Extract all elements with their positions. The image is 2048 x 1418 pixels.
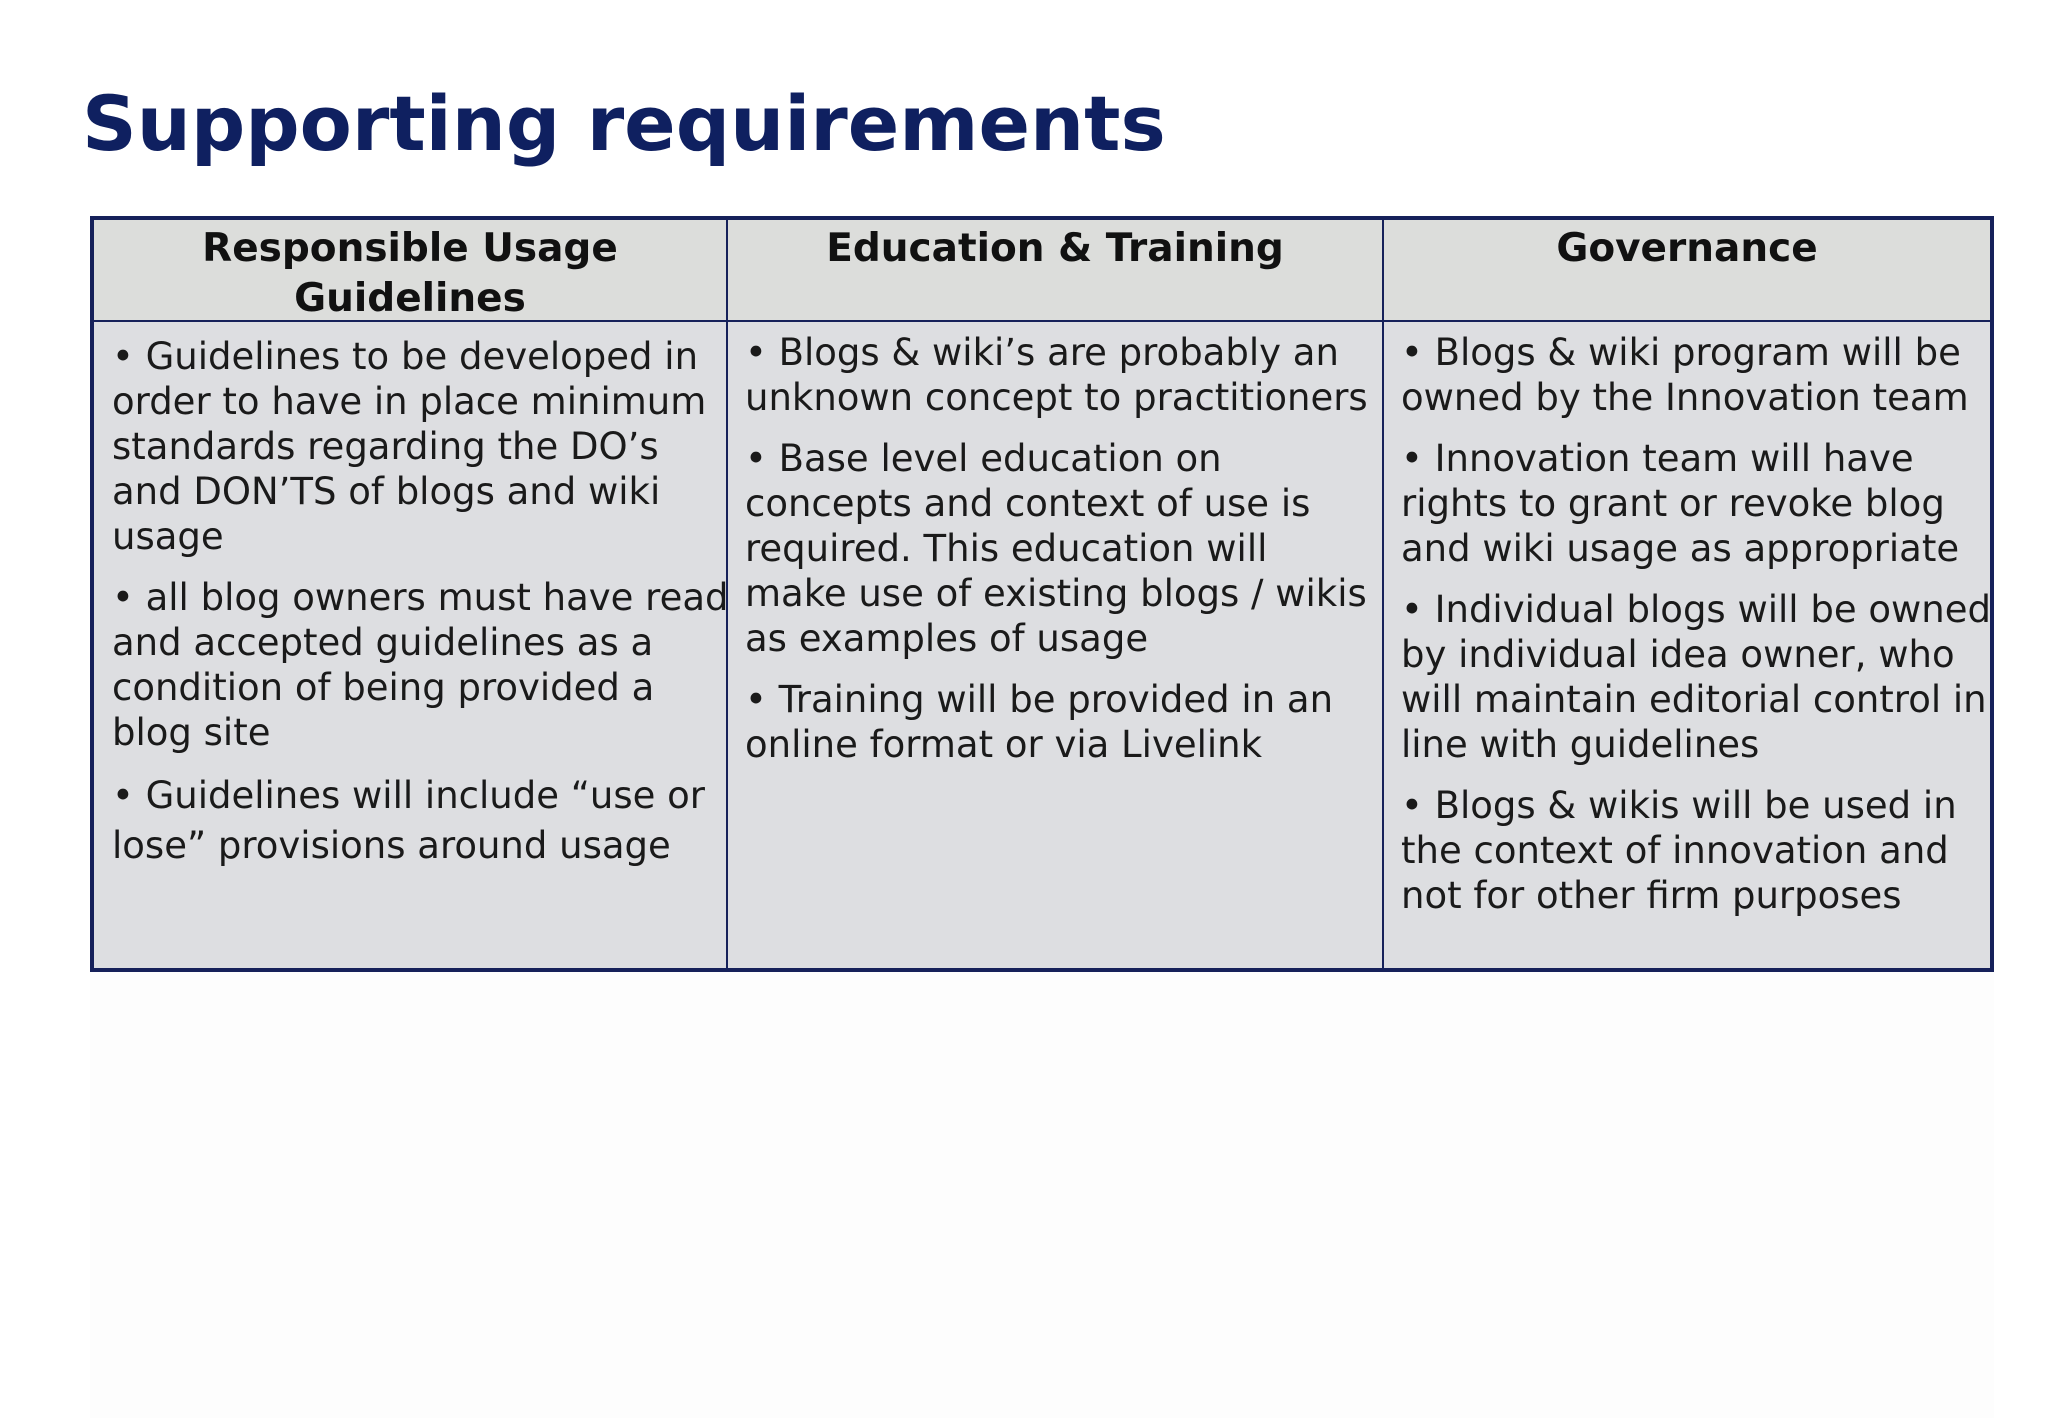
bullet-line: • Blogs & wikis will be used in: [1401, 784, 1957, 827]
bullet-line: the context of innovation and: [1401, 829, 1949, 872]
cell-responsible-usage-guidelines: [94, 322, 728, 968]
lower-background-panel: [90, 970, 1994, 1418]
cell-education-training: [728, 322, 1384, 968]
cell-governance: [1384, 322, 1991, 968]
bullet-item: [112, 334, 726, 559]
bullet-item: [745, 330, 1382, 420]
bullet-line: • Training will be provided in an: [745, 678, 1334, 721]
page-title: Supporting requirements: [82, 79, 1166, 168]
bullet-line: lose” provisions around usage: [112, 824, 671, 867]
bullet-line: line with guidelines: [1401, 723, 1760, 766]
bullet-line: not for other firm purposes: [1401, 874, 1902, 917]
bullet-line: and wiki usage as appropriate: [1401, 527, 1960, 570]
bullet-line: standards regarding the DO’s: [112, 425, 659, 468]
table-body-row: [94, 322, 1990, 968]
bullet-line: condition of being provided a: [112, 666, 655, 709]
header-governance: [1384, 220, 1990, 320]
bullet-line: concepts and context of use is: [745, 482, 1311, 525]
bullet-line: rights to grant or revoke blog: [1401, 482, 1945, 525]
bullet-line: as examples of usage: [745, 617, 1149, 660]
bullet-line: online format or via Livelink: [745, 723, 1263, 766]
bullet-item: [1401, 330, 1991, 420]
bullet-item: [745, 677, 1382, 767]
bullet-line: make use of existing blogs / wikis: [745, 572, 1367, 615]
table-header-row: [94, 220, 1990, 322]
bullet-item: [1401, 587, 1991, 767]
bullet-line: and accepted guidelines as a: [112, 621, 654, 664]
bullet-line: • Blogs & wiki’s are probably an: [745, 331, 1339, 374]
bullet-line: • Guidelines will include “use or: [112, 774, 705, 817]
bullet-item: [1401, 436, 1991, 571]
header-line: Governance: [1556, 226, 1818, 271]
bullet-line: • Blogs & wiki program will be: [1401, 331, 1961, 374]
bullet-item: [112, 575, 729, 755]
header-responsible-usage-guidelines: [94, 220, 728, 320]
bullet-line: • Base level education on: [745, 437, 1222, 480]
bullet-line: • all blog owners must have read: [112, 576, 729, 619]
bullet-item: [1401, 783, 1991, 918]
bullet-line: will maintain editorial control in: [1401, 678, 1987, 721]
requirements-table: [90, 216, 1994, 972]
bullet-line: • Innovation team will have: [1401, 437, 1914, 480]
header-education-training: [728, 220, 1384, 320]
bullet-line: and DON’TS of blogs and wiki: [112, 470, 661, 513]
bullet-line: usage: [112, 515, 224, 558]
bullet-line: by individual idea owner, who: [1401, 633, 1955, 676]
header-line: Education & Training: [826, 226, 1284, 271]
header-line: Responsible Usage: [202, 226, 618, 271]
header-line: Guidelines: [294, 276, 526, 321]
bullet-line: • Guidelines to be developed in: [112, 335, 699, 378]
bullet-line: required. This education will: [745, 527, 1268, 570]
bullet-line: order to have in place minimum: [112, 380, 707, 423]
bullet-line: blog site: [112, 711, 271, 754]
bullet-line: • Individual blogs will be owned: [1401, 588, 1991, 631]
bullet-item: [112, 771, 726, 871]
bullet-line: owned by the Innovation team: [1401, 376, 1969, 419]
bullet-line: unknown concept to practitioners: [745, 376, 1368, 419]
bullet-item: [745, 436, 1382, 661]
